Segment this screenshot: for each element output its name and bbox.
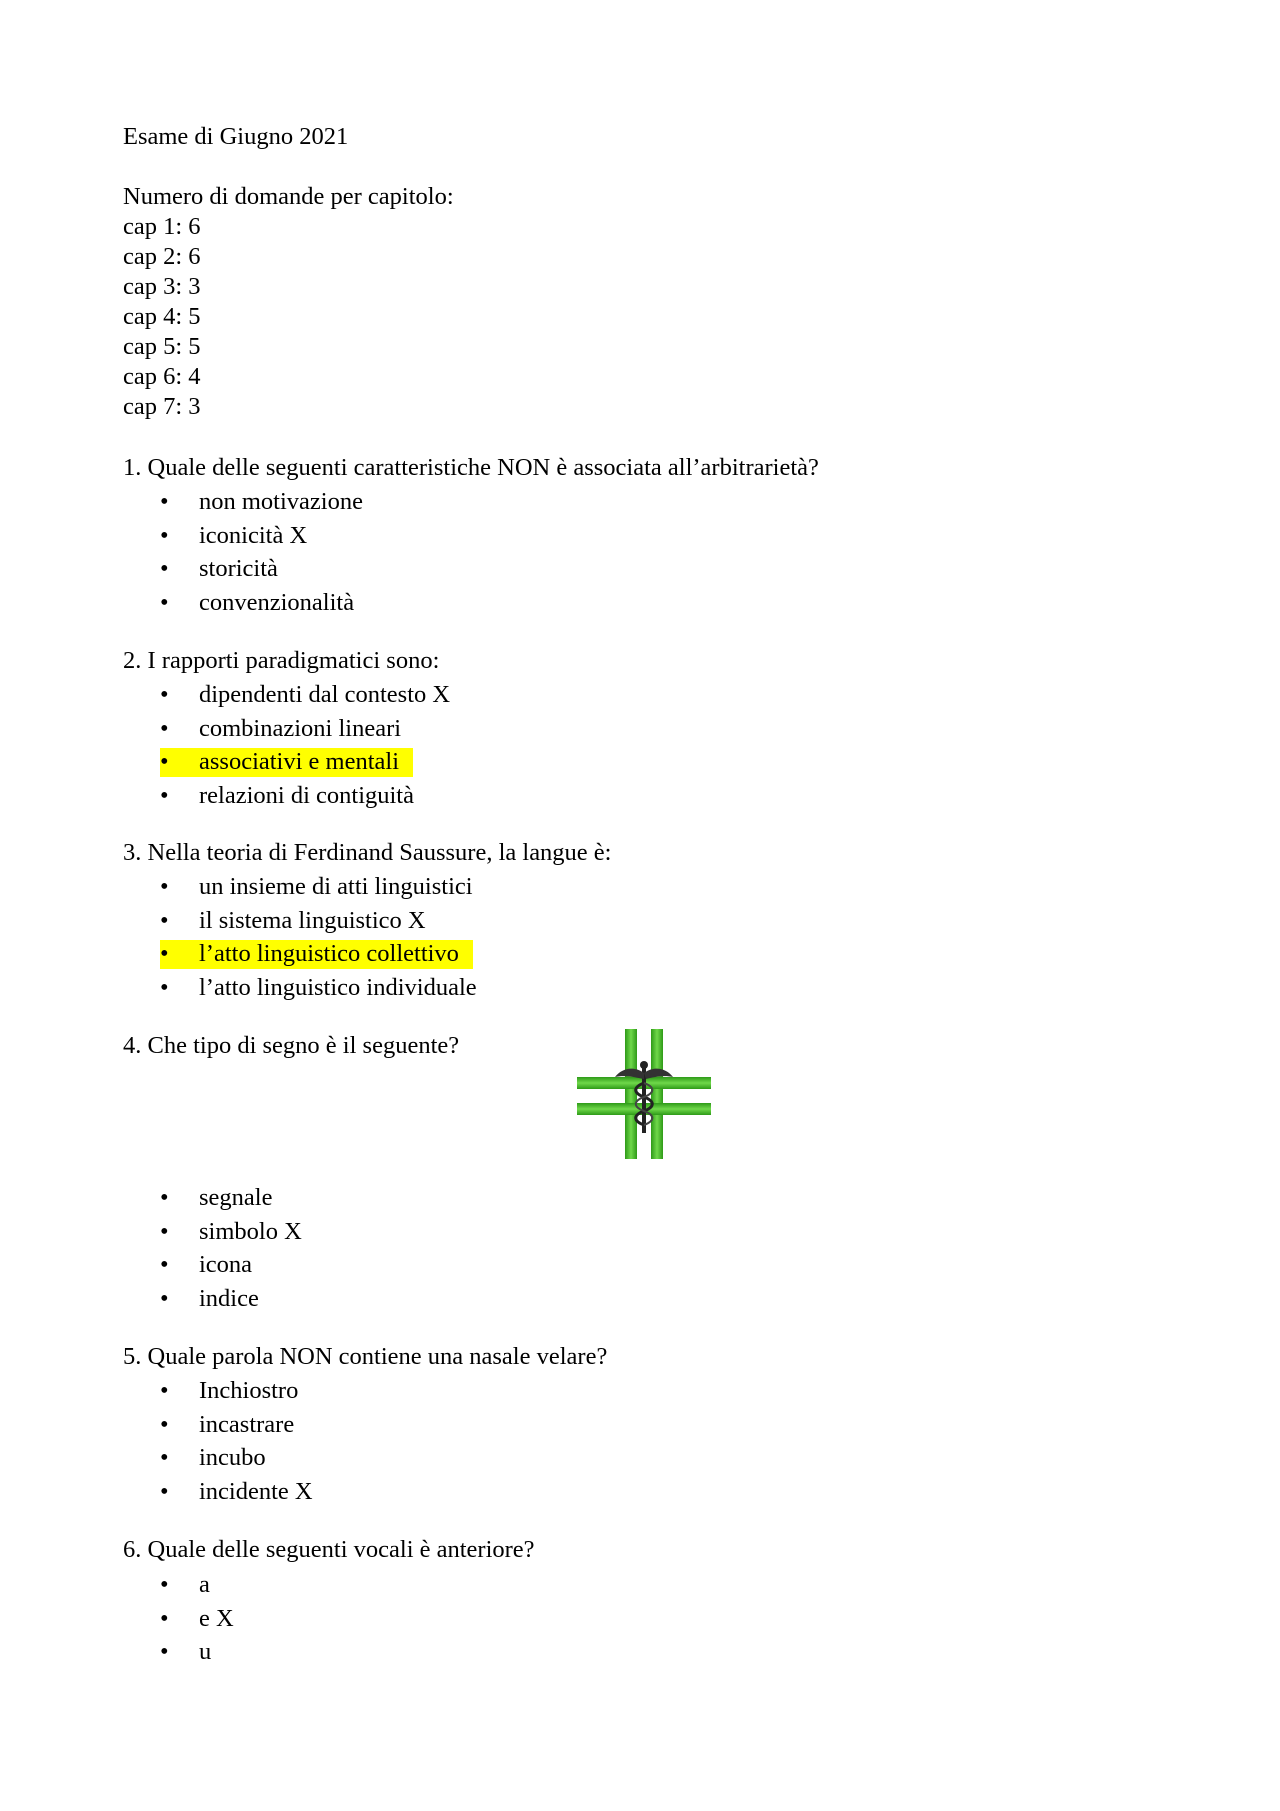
cross-bar [651, 1029, 663, 1159]
bullet-icon: • [160, 748, 169, 775]
option-text: u [199, 1638, 212, 1665]
option-text: il sistema linguistico X [199, 906, 426, 934]
document-title: Esame di Giugno 2021 [123, 123, 349, 150]
option-text: segnale [199, 1184, 273, 1211]
bullet-icon: • [160, 781, 169, 809]
option-text: iconicità X [199, 521, 308, 549]
option-text: incastrare [199, 1410, 295, 1438]
bullet-icon: • [160, 1604, 169, 1632]
chapter-count: cap 6: 4 [123, 363, 201, 390]
option-text: combinazioni lineari [199, 714, 402, 742]
option-text: convenzionalità [199, 588, 355, 616]
question-5: 5. Quale parola NON contiene una nasale velare? [123, 1343, 608, 1370]
caduceus-knob [640, 1061, 648, 1069]
bullet-icon: • [160, 1217, 169, 1245]
bullet-icon: • [160, 555, 169, 582]
question-2: 2. I rapporti paradigmatici sono: [123, 647, 440, 674]
bullet-icon: • [160, 488, 169, 515]
question-1: 1. Quale delle seguenti caratteristiche NON è associata all’arbitrarietà? [123, 454, 819, 481]
chapter-count: cap 4: 5 [123, 303, 201, 330]
option-text: l’atto linguistico collettivo [199, 940, 459, 967]
chapter-count: cap 5: 5 [123, 333, 201, 360]
bullet-icon: • [160, 714, 169, 742]
option-text: icona [199, 1251, 253, 1278]
chapter-count: cap 7: 3 [123, 393, 201, 420]
bullet-icon: • [160, 873, 169, 900]
question-6: 6. Quale delle seguenti vocali è anteriore? [123, 1536, 535, 1563]
option-text: storicità [199, 555, 278, 582]
question-4: 4. Che tipo di segno è il seguente? [123, 1032, 460, 1059]
chapter-count: cap 2: 6 [123, 243, 201, 270]
bullet-icon: • [160, 1377, 169, 1404]
bullet-icon: • [160, 1638, 169, 1665]
option-text: a [199, 1571, 210, 1598]
question-3: 3. Nella teoria di Ferdinand Saussure, la langue è: [123, 839, 612, 866]
option-text: relazioni di contiguità [199, 781, 414, 809]
option-text: e X [199, 1604, 234, 1632]
bullet-icon: • [160, 588, 169, 616]
bullet-icon: • [160, 1444, 169, 1471]
option-text: l’atto linguistico individuale [199, 973, 477, 1001]
bullet-icon: • [160, 521, 169, 549]
option-text: non motivazione [199, 488, 363, 515]
option-text: Inchiostro [199, 1377, 299, 1404]
bullet-icon: • [160, 1571, 169, 1598]
option-text: incubo [199, 1444, 266, 1471]
option-text: associativi e mentali [199, 748, 400, 775]
pharmacy-cross-caduceus-icon [575, 1027, 713, 1161]
option-text: un insieme di atti linguistici [199, 873, 473, 900]
cross-bar [625, 1029, 637, 1159]
summary-heading: Numero di domande per capitolo: [123, 183, 454, 210]
bullet-icon: • [160, 940, 169, 967]
bullet-icon: • [160, 1410, 169, 1438]
option-text: dipendenti dal contesto X [199, 681, 451, 708]
bullet-icon: • [160, 681, 169, 708]
bullet-icon: • [160, 1251, 169, 1278]
bullet-icon: • [160, 1477, 169, 1505]
bullet-icon: • [160, 1284, 169, 1312]
chapter-count-list [123, 212, 201, 422]
option-text: incidente X [199, 1477, 313, 1505]
bullet-icon: • [160, 973, 169, 1001]
bullet-icon: • [160, 906, 169, 934]
option-text: simbolo X [199, 1217, 302, 1245]
chapter-count: cap 3: 3 [123, 273, 201, 300]
option-text: indice [199, 1284, 259, 1312]
chapter-count: cap 1: 6 [123, 213, 201, 240]
bullet-icon: • [160, 1184, 169, 1211]
